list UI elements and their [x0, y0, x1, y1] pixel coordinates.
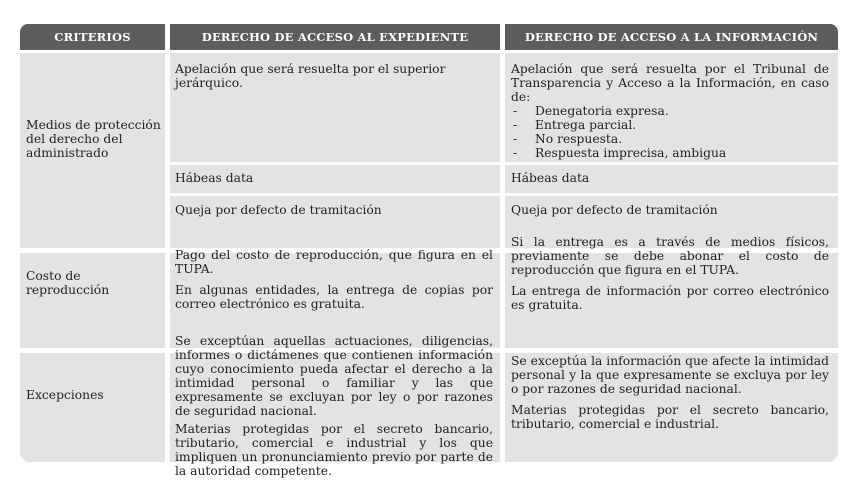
list-item: - Respuesta imprecisa, ambigua	[511, 146, 829, 160]
header-criterios: CRITERIOS	[20, 24, 165, 50]
costo-expediente-p1: Pago del costo de reproducción, que figura en el TUPA.	[175, 248, 493, 276]
comparison-table	[20, 24, 838, 478]
costo-informacion-p2: La entrega de información por correo electrónico es gratuita.	[511, 284, 829, 312]
costo-informacion-p1: Si la entrega es a través de medios físicos, previamente se debe abonar el costo de reproducción que figura en el TUPA.	[511, 235, 829, 277]
column-divider	[500, 53, 505, 462]
list-item: - No respuesta.	[511, 132, 829, 146]
header-expediente: DERECHO DE ACCESO AL EXPEDIENTE	[170, 24, 500, 50]
excepciones-informacion	[511, 354, 829, 431]
medios-expediente-apelacion: Apelación que será resuelta por el superior jerárquico.	[175, 62, 446, 90]
medios-informacion-habeas: Hábeas data	[511, 171, 590, 185]
criterio-medios: Medios de protección del derecho del administrado	[26, 118, 161, 160]
costo-expediente	[175, 248, 493, 311]
list-item: - Denegatoria expresa.	[511, 104, 829, 118]
header-informacion: DERECHO DE ACCESO A LA INFORMACIÓN	[505, 24, 838, 50]
excepciones-informacion-p1: Se exceptúa la información que afecte la intimidad personal y la que expresamente se excluya por ley o por razones de seguridad nacional.	[511, 354, 829, 396]
medios-informacion-list	[511, 104, 829, 160]
list-item: - Entrega parcial.	[511, 118, 829, 132]
criterio-excepciones: Excepciones	[26, 388, 104, 402]
medios-informacion-queja: Queja por defecto de tramitación	[511, 203, 718, 217]
costo-expediente-p2: En algunas entidades, la entrega de copias por correo electrónico es gratuita.	[175, 283, 493, 311]
medios-informacion-intro: Apelación que será resuelta por el Tribunal de Transparencia y Acceso a la Información, en caso de:	[511, 62, 829, 104]
row-divider	[170, 193, 838, 196]
medios-expediente-habeas: Hábeas data	[175, 171, 254, 185]
criterio-costo: Costo de reproducción	[26, 269, 110, 297]
excepciones-informacion-p2: Materias protegidas por el secreto bancario, tributario, comercial e industrial.	[511, 403, 829, 431]
medios-expediente-queja: Queja por defecto de tramitación	[175, 203, 382, 217]
excepciones-expediente-p2: Materias protegidas por el secreto bancario, tributario, comercial e industrial y los que impliquen un pronunciamiento previo por parte de la autoridad competente.	[175, 422, 493, 478]
costo-informacion	[511, 235, 829, 312]
column-divider	[165, 53, 170, 462]
excepciones-expediente	[175, 334, 493, 478]
medios-informacion-apelacion	[511, 62, 829, 160]
row-divider	[170, 162, 838, 165]
excepciones-expediente-p1: Se exceptúan aquellas actuaciones, diligencias, informes o dictámenes que contienen información cuyo conocimiento pueda afectar el derecho a la intimidad personal o familiar y las que expresamente se excluyan por ley o por razones de seguridad nacional.	[175, 334, 493, 418]
